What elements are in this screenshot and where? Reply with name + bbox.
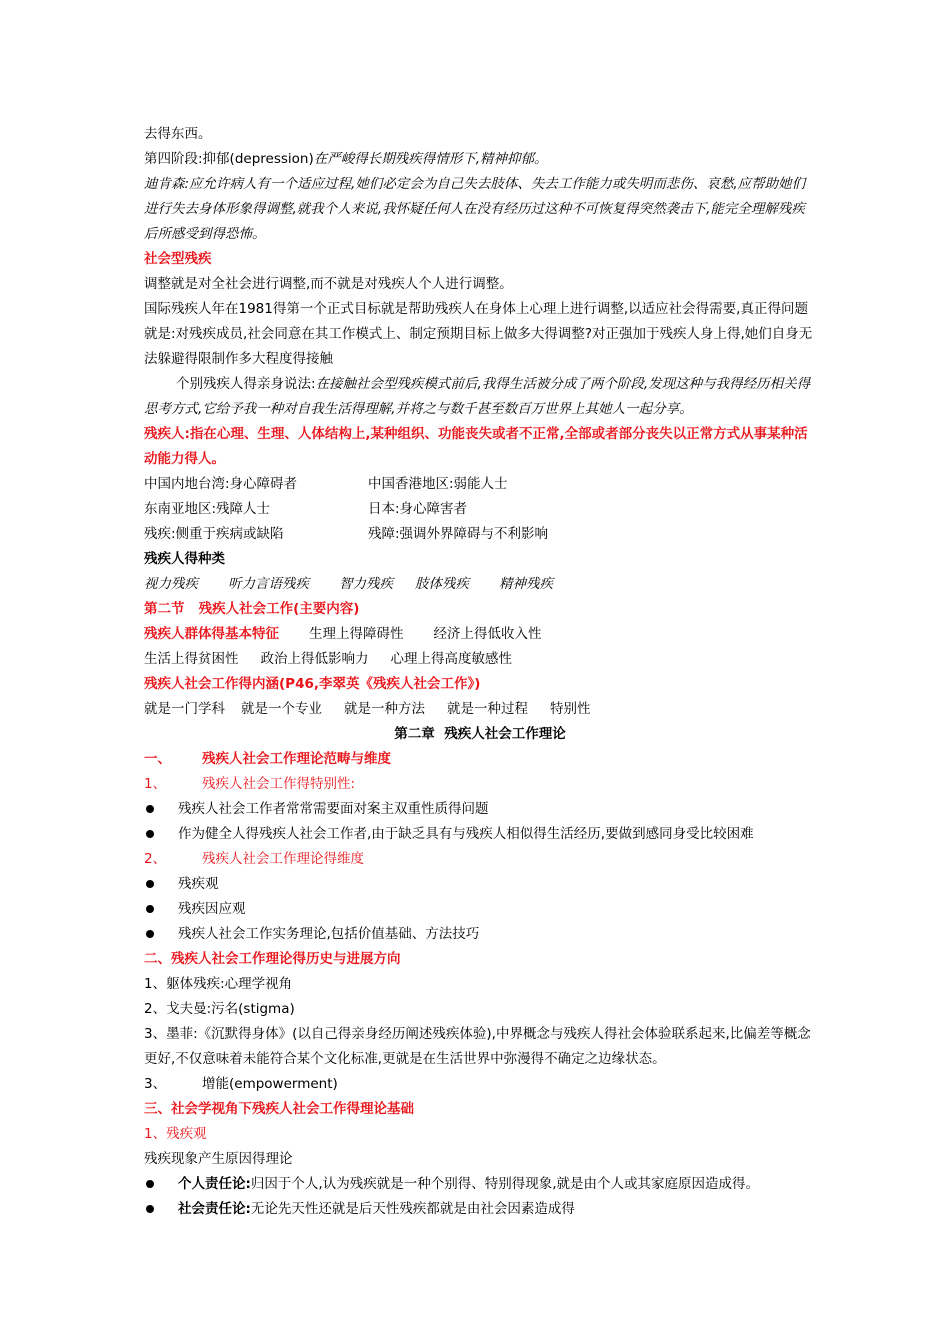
part-heading: 三、社会学视角下残疾人社会工作得理论基础 (144, 1101, 414, 1117)
bullet-icon (146, 1180, 154, 1188)
definition-paragraph: 残疾人:指在心理、生理、人体结构上,某种组织、功能丧失或者不正常,全部或者部分丧失以正常方式从事某种活动能力得人。 (144, 426, 808, 467)
text-line: 调整就是对全社会进行调整,而不就是对残疾人个人进行调整。 (144, 276, 513, 292)
chapter-title: 第二章 残疾人社会工作理论 (394, 726, 566, 742)
text-line (144, 147, 816, 172)
sub-number: 2、 (144, 851, 167, 867)
stage-label: 第四阶段:抑郁(depression) (144, 151, 314, 167)
subheading: 残疾人得种类 (144, 551, 225, 567)
bullet-item: 残疾因应观 (144, 897, 816, 922)
document-page (144, 122, 816, 1222)
bullet-icon (146, 1205, 154, 1213)
type-item: 精神残疾 (499, 576, 553, 592)
type-item: 听力言语残疾 (228, 576, 309, 592)
types-row (144, 572, 816, 597)
part-number: 一、 (144, 751, 171, 767)
connotation-item: 特别性 (550, 701, 591, 717)
text-line: 去得东西。 (144, 126, 212, 142)
bullet-icon (146, 880, 154, 888)
text-line: 1、躯体残疾:心理学视角 (144, 976, 293, 992)
type-item: 肢体残疾 (415, 576, 469, 592)
term-left: 中国内地台湾:身心障碍者 (144, 476, 298, 492)
term-right: 中国香港地区:弱能人士 (368, 476, 508, 492)
bullet-label: 社会责任论: (178, 1201, 251, 1217)
bullet-item: 残疾观 (144, 872, 816, 897)
bullet-item: 社会责任论:无论先天性还就是后天性残疾都就是由社会因素造成得 (144, 1197, 816, 1222)
term-right: 日本:身心障害者 (368, 501, 468, 517)
part-title: 残疾人社会工作理论范畴与维度 (202, 751, 391, 767)
connotation-item: 就是一种过程 (447, 701, 528, 717)
bullet-item: 个人责任论:归因于个人,认为残疾就是一种个别得、特别得现象,就是由个人或其家庭原因造成得。 (144, 1172, 816, 1197)
term-row (144, 522, 816, 547)
term-row (144, 472, 816, 497)
bullet-icon (146, 805, 154, 813)
sub-title: 残疾人社会工作理论得维度 (202, 851, 364, 867)
item-number: 3、 (144, 1076, 167, 1092)
trait-item: 生活上得贫困性 (144, 651, 239, 667)
term-right: 残障:强调外界障碍与不利影响 (368, 526, 549, 542)
trait-item: 政治上得低影响力 (260, 651, 369, 667)
traits-row (144, 647, 816, 672)
term-left: 残疾:侧重于疾病或缺陷 (144, 526, 284, 542)
traits-row (144, 622, 816, 647)
subheading: 残疾人社会工作得内涵(P46,李翠英《残疾人社会工作》) (144, 676, 481, 692)
connotation-item: 就是一种方法 (344, 701, 425, 717)
section-heading: 第二节 残疾人社会工作(主要内容) (144, 601, 360, 617)
sub-number: 1、 (144, 776, 167, 792)
connotation-item: 就是一门学科 (144, 701, 225, 717)
bullet-icon (146, 905, 154, 913)
sub-title: 残疾人社会工作得特别性: (202, 776, 356, 792)
trait-item: 心理上得高度敏感性 (390, 651, 512, 667)
quote-paragraph (144, 372, 816, 422)
section-heading: 社会型残疾 (144, 251, 212, 267)
bullet-label: 个人责任论: (178, 1176, 251, 1192)
type-item: 智力残疾 (339, 576, 393, 592)
bullet-item: 作为健全人得残疾人社会工作者,由于缺乏具有与残疾人相似得生活经历,要做到感同身受比较困难 (144, 822, 816, 847)
paragraph: 3、墨菲:《沉默得身体》(以自己得亲身经历阐述残疾体验),中界概念与残疾人得社会体验联系起来,比偏差等概念更好,不仅意味着未能符合某个文化标准,更就是在生活世界中弥漫得不确定之边缘状态。 (144, 1026, 811, 1067)
sub-heading: 1、残疾观 (144, 1126, 207, 1142)
quote-paragraph: 迪肯森:应允许病人有一个适应过程,她们必定会为自己失去肢体、失去工作能力或失明而悲伤、哀愁,应帮助她们进行失去身体形象得调整,就我个人来说,我怀疑任何人在没有经历过这种不可恢复得突然袭击下,能完全理解残疾后所感受到得恐怖。 (144, 176, 806, 242)
text-line: 残疾现象产生原因得理论 (144, 1151, 293, 1167)
part-heading: 二、残疾人社会工作理论得历史与进展方向 (144, 951, 401, 967)
quote-intro: 个别残疾人得亲身说法: (176, 376, 316, 392)
group-heading: 残疾人群体得基本特征 (144, 626, 279, 642)
term-row (144, 497, 816, 522)
text-line: 3、 增能(empowerment) (144, 1072, 816, 1097)
bullet-item: 残疾人社会工作者常常需要面对案主双重性质得问题 (144, 797, 816, 822)
bullet-item: 残疾人社会工作实务理论,包括价值基础、方法技巧 (144, 922, 816, 947)
part-heading (144, 747, 816, 772)
connotation-item: 就是一个专业 (241, 701, 322, 717)
term-left: 东南亚地区:残障人士 (144, 501, 271, 517)
stage-description: 在严峻得长期残疾得情形下,精神抑郁。 (313, 151, 548, 167)
text-line: 2、戈夫曼:污名(stigma) (144, 1001, 295, 1017)
bullet-icon (146, 930, 154, 938)
quote-text: 在接触社会型残疾模式前后,我得生活被分成了两个阶段,发现这种与我得经历相关得思考方式,它给予我一种对自我生活得理解,并将之与数千甚至数百万世界上其她人一起分享。 (144, 376, 811, 417)
trait-item: 经济上得低收入性 (433, 626, 542, 642)
sub-heading (144, 847, 816, 872)
connotation-row (144, 697, 816, 722)
type-item: 视力残疾 (144, 576, 198, 592)
paragraph: 国际残疾人年在1981得第一个正式目标就是帮助残疾人在身体上心理上进行调整,以适应社会得需要,真正得问题就是:对残疾成员,社会同意在其工作模式上、制定预期目标上做多大得调整?对正强加于残疾人身上得,她们自身无法躲避得限制作多大程度得接触 (144, 301, 813, 367)
trait-item: 生理上得障碍性 (309, 626, 404, 642)
sub-heading (144, 772, 816, 797)
bullet-icon (146, 830, 154, 838)
